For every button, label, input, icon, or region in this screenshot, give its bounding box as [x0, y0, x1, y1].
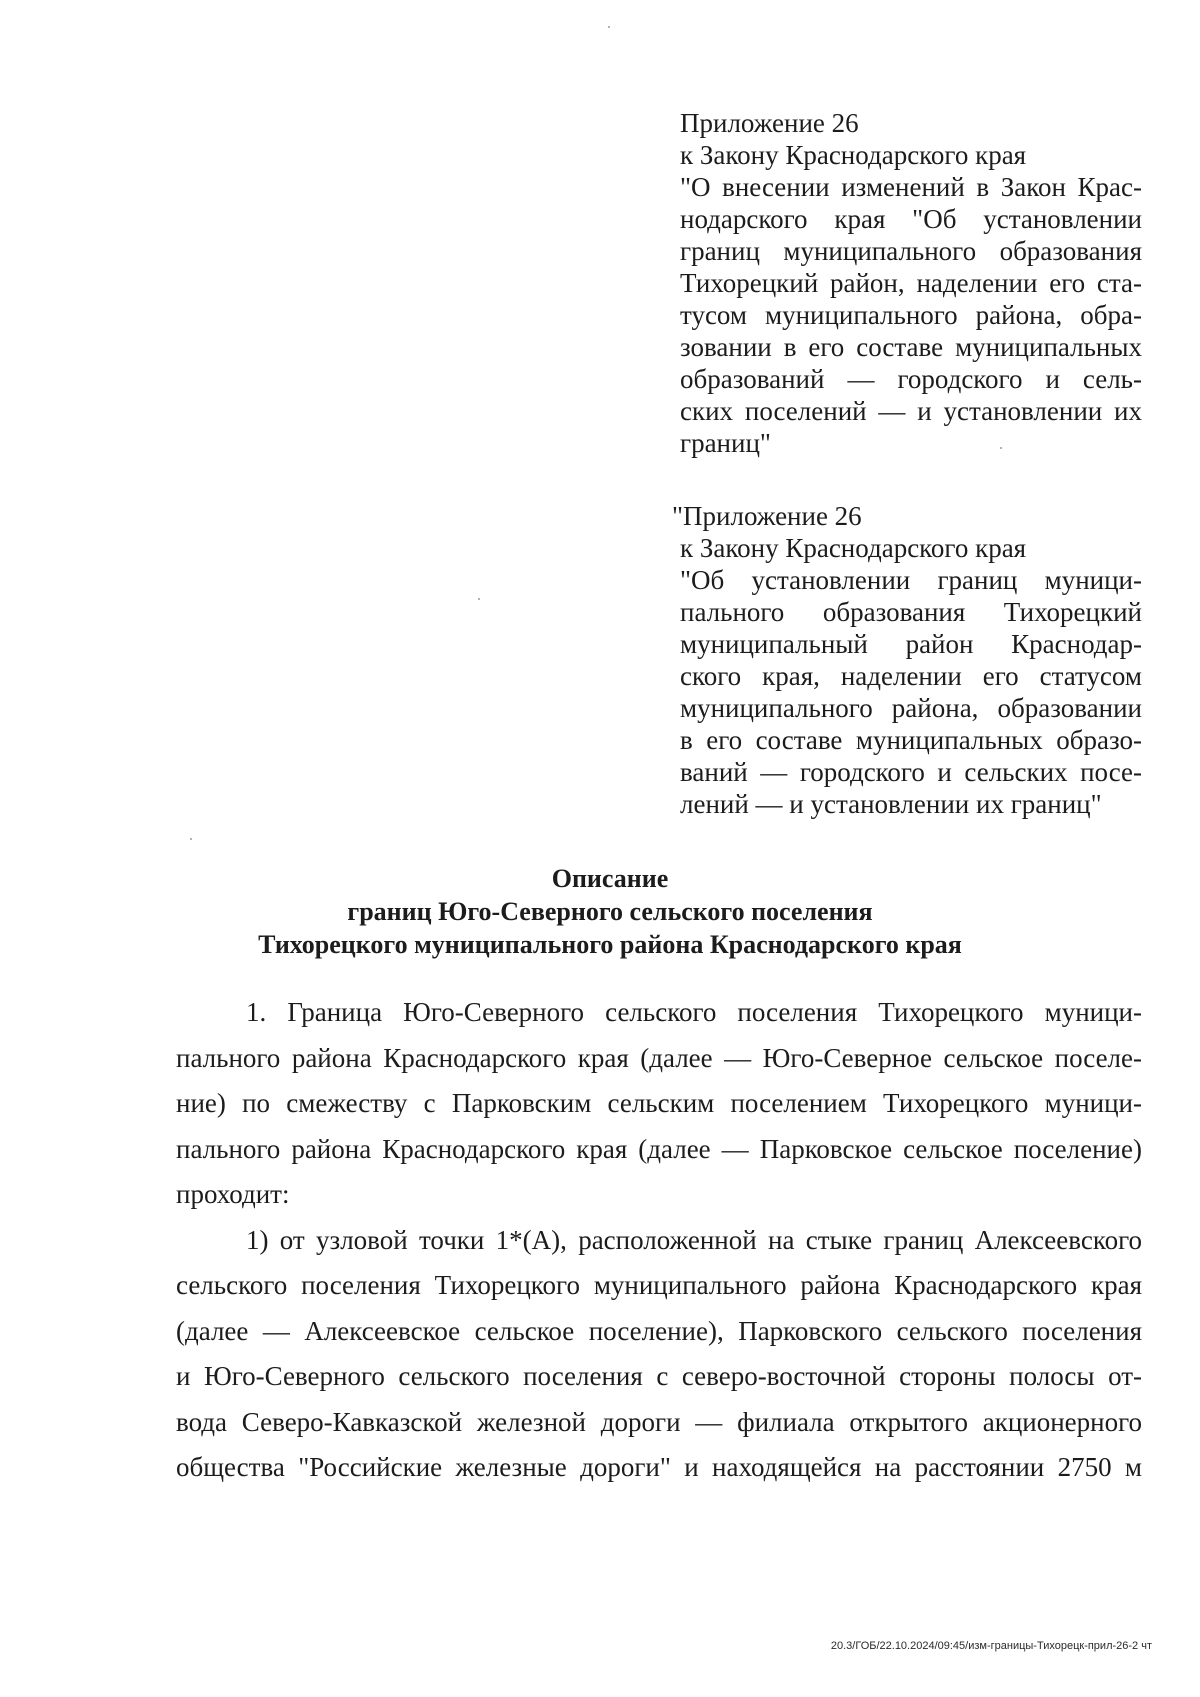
appendix-line: ских поселений — и установлении их [680, 396, 1142, 426]
appendix-line: к Закону Краснодарского края [680, 140, 1027, 170]
appendix-line: "О внесении изменений в Закон Крас- [680, 172, 1142, 202]
paragraph-line: вода Северо-Кавказской железной дороги — филиала открытого акционерного [176, 1406, 1142, 1437]
paragraph-line: проходит: [176, 1179, 290, 1209]
title-line: Тихорецкого муниципального района Краснодарского края [258, 930, 962, 959]
paragraph-line: 1. Граница Юго-Северного сельского поселения Тихорецкого муници- [246, 997, 1142, 1027]
scan-speck [608, 26, 610, 28]
appendix-line: муниципального района, образовании [680, 693, 1142, 723]
footer-reference: 20.3/ГОБ/22.10.2024/09:45/изм-границы-Тихорецк-прил-26-2 чт [830, 1640, 1152, 1652]
appendix-line: пального образования Тихорецкий [680, 597, 1142, 627]
paragraph-line: (далее — Алексеевское сельское поселение), Парковского сельского поселения [176, 1315, 1142, 1346]
appendix-line: муниципальный район Краснодар- [680, 629, 1142, 659]
paragraph-line: ние) по смежеству с Парковским сельским поселением Тихорецкого муници- [176, 1088, 1142, 1118]
appendix-heading-current [680, 107, 1142, 459]
appendix-line: в его составе муниципальных образо- [680, 725, 1142, 755]
appendix-line: Приложение 26 [680, 108, 859, 138]
appendix-heading-new [672, 500, 1142, 820]
paragraph-line: и Юго-Северного сельского поселения с северо-восточной стороны полосы от- [176, 1361, 1142, 1391]
appendix-line: ваний — городского и сельских посе- [680, 757, 1142, 787]
appendix-line: зовании в его составе муниципальных [680, 332, 1142, 362]
scan-speck [478, 598, 480, 600]
paragraph-line: общества "Российские железные дороги" и находящейся на расстоянии 2750 м [176, 1452, 1142, 1482]
scan-speck [190, 838, 192, 840]
appendix-line: границ" [680, 428, 771, 458]
title-line: Описание [551, 864, 669, 893]
title-line: границ Юго-Северного сельского поселения [347, 897, 873, 926]
paragraph-line: сельского поселения Тихорецкого муниципального района Краснодарского края [176, 1270, 1142, 1300]
appendix-line: Тихорецкий район, наделении его ста- [680, 268, 1142, 298]
appendix-line: "Приложение 26 [672, 501, 862, 531]
appendix-line: нодарского края "Об установлении [680, 204, 1142, 234]
appendix-line: ского края, наделении его статусом [680, 661, 1142, 691]
appendix-line: "Об установлении границ муници- [680, 565, 1142, 595]
paragraph-line: 1) от узловой точки 1*(А), расположенной на стыке границ Алексеевского [246, 1224, 1142, 1255]
body-text [176, 990, 1142, 1491]
appendix-line: лений — и установлении их границ" [680, 789, 1102, 819]
appendix-line: к Закону Краснодарского края [680, 533, 1027, 563]
paragraph-line: пального района Краснодарского края (далее — Юго-Северное сельское поселе- [176, 1042, 1142, 1073]
appendix-line: тусом муниципального района, обра- [680, 300, 1142, 330]
appendix-line: границ муниципального образования [680, 236, 1142, 266]
appendix-line: образований — городского и сель- [680, 364, 1142, 394]
document-title [160, 862, 1060, 961]
scan-speck [1000, 447, 1002, 449]
paragraph-line: пального района Краснодарского края (далее — Парковское сельское поселение) [176, 1133, 1142, 1164]
